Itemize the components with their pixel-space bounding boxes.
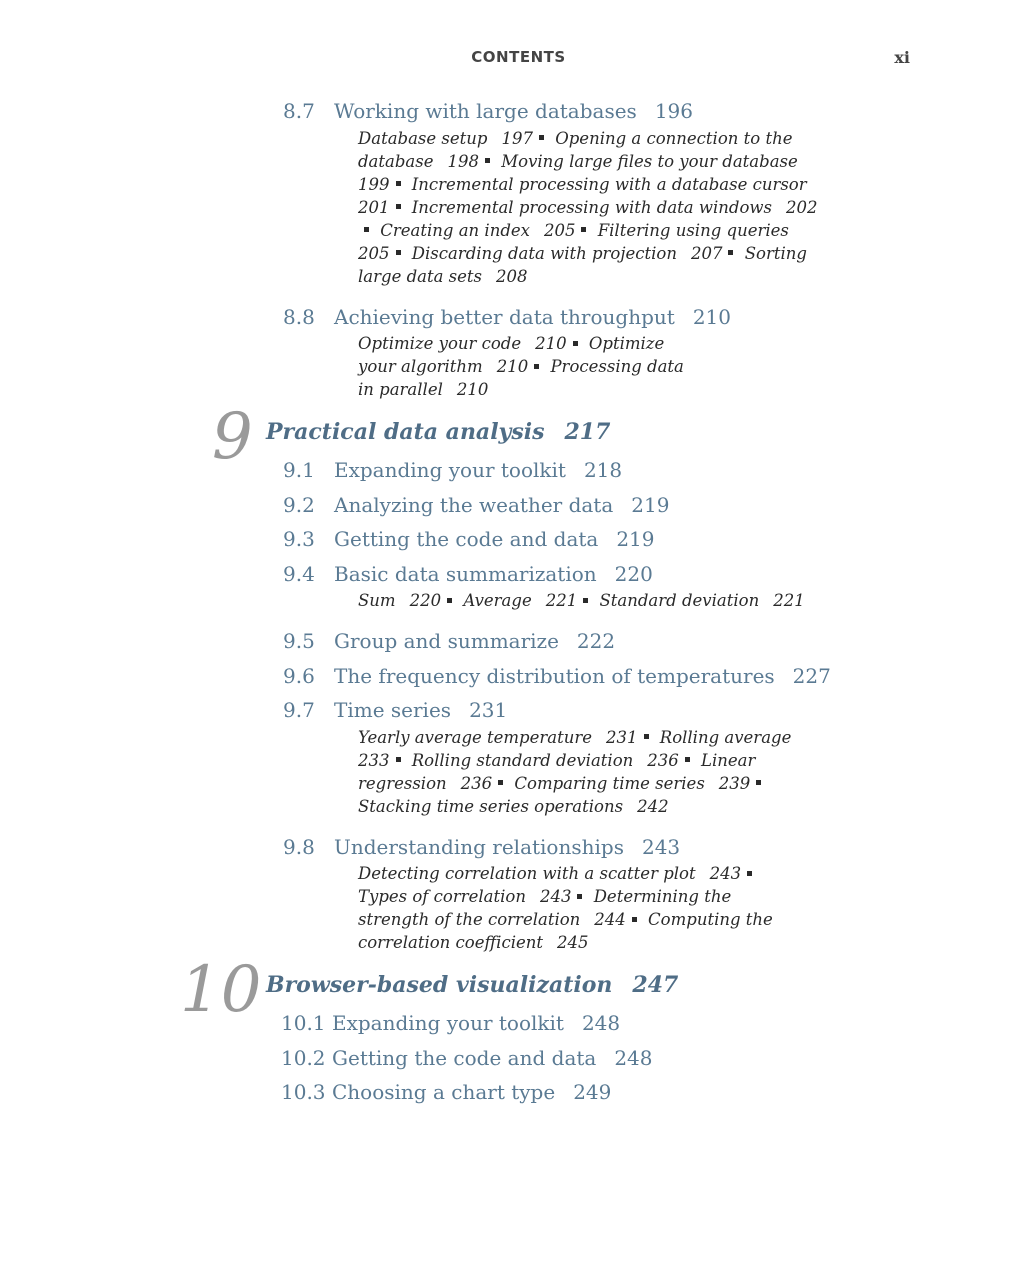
square-bullet-separator	[396, 757, 401, 762]
subsection-page: 210	[456, 380, 489, 399]
toc-section-10-1[interactable]	[0, 1008, 1020, 1043]
subsection-entry[interactable]	[412, 751, 679, 770]
subsection-entry[interactable]	[463, 591, 577, 610]
section-title: Basic data summarization	[334, 561, 597, 586]
subsection-page: 236	[647, 750, 679, 770]
square-bullet-separator	[632, 917, 637, 922]
section-number: 10.3	[281, 1080, 326, 1104]
toc-section-9-3[interactable]	[0, 524, 1020, 559]
toc-section-8-7[interactable]	[0, 96, 1020, 131]
subsection-title: Comparing time series	[514, 773, 705, 793]
toc-section-9-7[interactable]	[0, 695, 1020, 730]
subsection-page: 198	[447, 151, 479, 171]
toc-section-9-8[interactable]	[0, 832, 1020, 867]
running-title: CONTENTS	[471, 48, 566, 66]
subsection-page: 236	[460, 773, 493, 793]
square-bullet-separator	[396, 204, 401, 209]
subsection-title: Database setup	[358, 128, 488, 148]
subsection-title: Standard deviation	[599, 591, 760, 610]
square-bullet-separator	[747, 871, 752, 876]
section-number: 9.6	[283, 663, 315, 688]
section-page: 227	[792, 663, 831, 688]
square-bullet-separator	[485, 158, 490, 163]
section-title: Understanding relationships	[334, 834, 624, 859]
table-of-contents	[0, 96, 1020, 1112]
subsection-page: 207	[690, 243, 723, 263]
square-bullet-separator	[581, 227, 586, 232]
page-folio: xi	[894, 48, 910, 67]
subsection-title: Yearly average temperature	[358, 727, 593, 747]
section-number: 9.8	[283, 834, 315, 859]
section-title: Getting the code and data	[334, 527, 599, 551]
subsection-title: Creating an index	[380, 220, 530, 240]
subsection-list	[358, 862, 778, 954]
subsection-list	[358, 589, 858, 612]
chapter-title	[266, 972, 678, 998]
chapter-title	[266, 419, 610, 445]
square-bullet-separator	[573, 341, 578, 346]
subsection-title: Rolling average	[659, 727, 792, 747]
chapter-title-text: Practical data analysis	[266, 419, 545, 445]
square-bullet-separator	[685, 757, 690, 762]
section-page: 231	[469, 698, 508, 722]
square-bullet-separator	[498, 780, 503, 785]
subsection-list	[358, 726, 828, 818]
section-title: Group and summarize	[334, 629, 559, 653]
subsection-page: 243	[539, 887, 572, 906]
subsection-page: 201	[358, 197, 390, 217]
subsection-title: Incremental processing with data windows	[411, 197, 772, 217]
square-bullet-separator	[364, 227, 369, 232]
square-bullet-separator	[396, 250, 401, 255]
subsection-title: Determining the strength of the correlation	[358, 887, 732, 929]
chapter-page: 247	[632, 972, 679, 998]
subsection-page: 210	[535, 334, 567, 353]
subsection-title: Computing the correlation coefficient	[358, 910, 773, 952]
subsection-page: 221	[545, 591, 578, 610]
section-number: 9.2	[283, 492, 315, 517]
subsection-page: 197	[501, 128, 533, 148]
subsection-entry[interactable]	[358, 129, 533, 148]
section-number: 9.3	[283, 527, 315, 551]
subsection-page: 243	[709, 864, 742, 883]
section-page: 243	[641, 834, 681, 859]
subsection-entry[interactable]	[358, 797, 669, 816]
subsection-title: Opening a connection to the database	[358, 128, 793, 171]
chapter-number: 9	[212, 400, 253, 474]
square-bullet-separator	[539, 135, 544, 140]
square-bullet-separator	[583, 598, 588, 603]
section-number: 8.8	[283, 304, 315, 329]
subsection-entry[interactable]	[599, 591, 804, 610]
section-title: Analyzing the weather data	[334, 492, 614, 517]
subsection-title: Types of correlation	[358, 887, 526, 906]
subsection-page: 199	[358, 174, 390, 194]
square-bullet-separator	[396, 181, 401, 186]
toc-section-10-3[interactable]	[0, 1077, 1020, 1112]
square-bullet-separator	[728, 250, 733, 255]
section-title: Expanding your toolkit	[334, 458, 566, 482]
chapter-page: 217	[564, 419, 611, 445]
section-title: Choosing a chart type	[332, 1080, 556, 1104]
section-page: 210	[692, 304, 731, 329]
subsection-page: 205	[358, 243, 390, 263]
section-number: 9.1	[283, 458, 315, 482]
square-bullet-separator	[447, 598, 452, 603]
subsection-page: 205	[543, 220, 576, 240]
section-page: 249	[573, 1080, 612, 1104]
toc-section-9-1[interactable]	[0, 455, 1020, 490]
square-bullet-separator	[756, 780, 761, 785]
section-page: 218	[583, 458, 623, 482]
subsection-entry[interactable]	[412, 198, 818, 217]
subsection-page: 244	[594, 910, 626, 929]
section-number: 9.5	[283, 629, 315, 653]
toc-section-8-8[interactable]	[0, 302, 1020, 337]
subsection-page: 210	[496, 357, 529, 376]
subsection-title: Optimize your code	[358, 334, 522, 353]
subsection-entry[interactable]	[358, 334, 567, 353]
toc-section-9-6[interactable]	[0, 661, 1020, 696]
subsection-title: Filtering using queries	[597, 220, 789, 240]
subsection-title: Rolling standard deviation	[411, 750, 634, 770]
subsection-page: 221	[773, 591, 805, 610]
section-title: Achieving better data throughput	[334, 304, 675, 329]
section-title: Expanding your toolkit	[332, 1011, 564, 1035]
toc-section-10-2[interactable]	[0, 1043, 1020, 1078]
section-title: Working with large databases	[334, 99, 637, 123]
square-bullet-separator	[644, 734, 649, 739]
section-page: 220	[614, 561, 653, 586]
subsection-title: Stacking time series operations	[358, 796, 624, 816]
subsection-page: 233	[358, 750, 390, 770]
toc-section-9-5[interactable]	[0, 626, 1020, 661]
section-number: 10.1	[281, 1011, 326, 1035]
subsection-entry[interactable]	[514, 774, 750, 793]
section-page: 248	[614, 1045, 653, 1070]
section-number: 8.7	[283, 99, 315, 123]
subsection-title: Detecting correlation with a scatter plot	[358, 864, 696, 883]
section-number: 10.2	[281, 1045, 326, 1070]
subsection-title: Sum	[358, 591, 396, 610]
chapter-number: 10	[180, 953, 262, 1027]
toc-section-9-4[interactable]	[0, 559, 1020, 594]
subsection-title: Linear regression	[358, 750, 756, 793]
subsection-entry[interactable]	[380, 221, 575, 240]
subsection-title: Discarding data with projection	[411, 243, 677, 263]
section-page: 248	[581, 1011, 621, 1035]
square-bullet-separator	[534, 364, 539, 369]
subsection-title: Processing data in parallel	[358, 357, 684, 399]
section-number: 9.4	[283, 561, 315, 586]
section-title: Getting the code and data	[332, 1045, 597, 1070]
section-page: 196	[654, 99, 693, 123]
section-number: 9.7	[283, 698, 315, 722]
section-page: 222	[576, 629, 616, 653]
subsection-page: 242	[637, 796, 669, 816]
subsection-page: 202	[785, 197, 818, 217]
chapter-title-text: Browser-based visualization	[266, 972, 613, 998]
subsection-title: Average	[463, 591, 532, 610]
subsection-page: 239	[718, 773, 751, 793]
subsection-title: Incremental processing with a database cursor	[411, 174, 807, 194]
subsection-entry[interactable]	[358, 887, 571, 906]
square-bullet-separator	[577, 894, 582, 899]
subsection-page: 245	[557, 933, 589, 952]
subsection-entry[interactable]	[358, 728, 638, 747]
subsection-title: Sorting large data sets	[358, 243, 807, 286]
toc-section-9-2[interactable]	[0, 490, 1020, 525]
subsection-entry[interactable]	[412, 244, 723, 263]
subsection-page: 220	[409, 591, 442, 610]
section-title: The frequency distribution of temperatures	[334, 663, 775, 688]
section-title: Time series	[334, 698, 452, 722]
subsection-title: Moving large files to your database	[501, 151, 798, 171]
subsection-title: Optimize your algorithm	[358, 334, 665, 376]
subsection-entry[interactable]	[358, 864, 741, 883]
subsection-entry[interactable]	[358, 591, 441, 610]
subsection-list	[358, 127, 827, 288]
section-page: 219	[616, 527, 655, 551]
subsection-page: 231	[606, 727, 638, 747]
section-page: 219	[631, 492, 670, 517]
subsection-page: 208	[496, 266, 528, 286]
subsection-list	[358, 332, 688, 401]
running-head	[0, 48, 1020, 70]
